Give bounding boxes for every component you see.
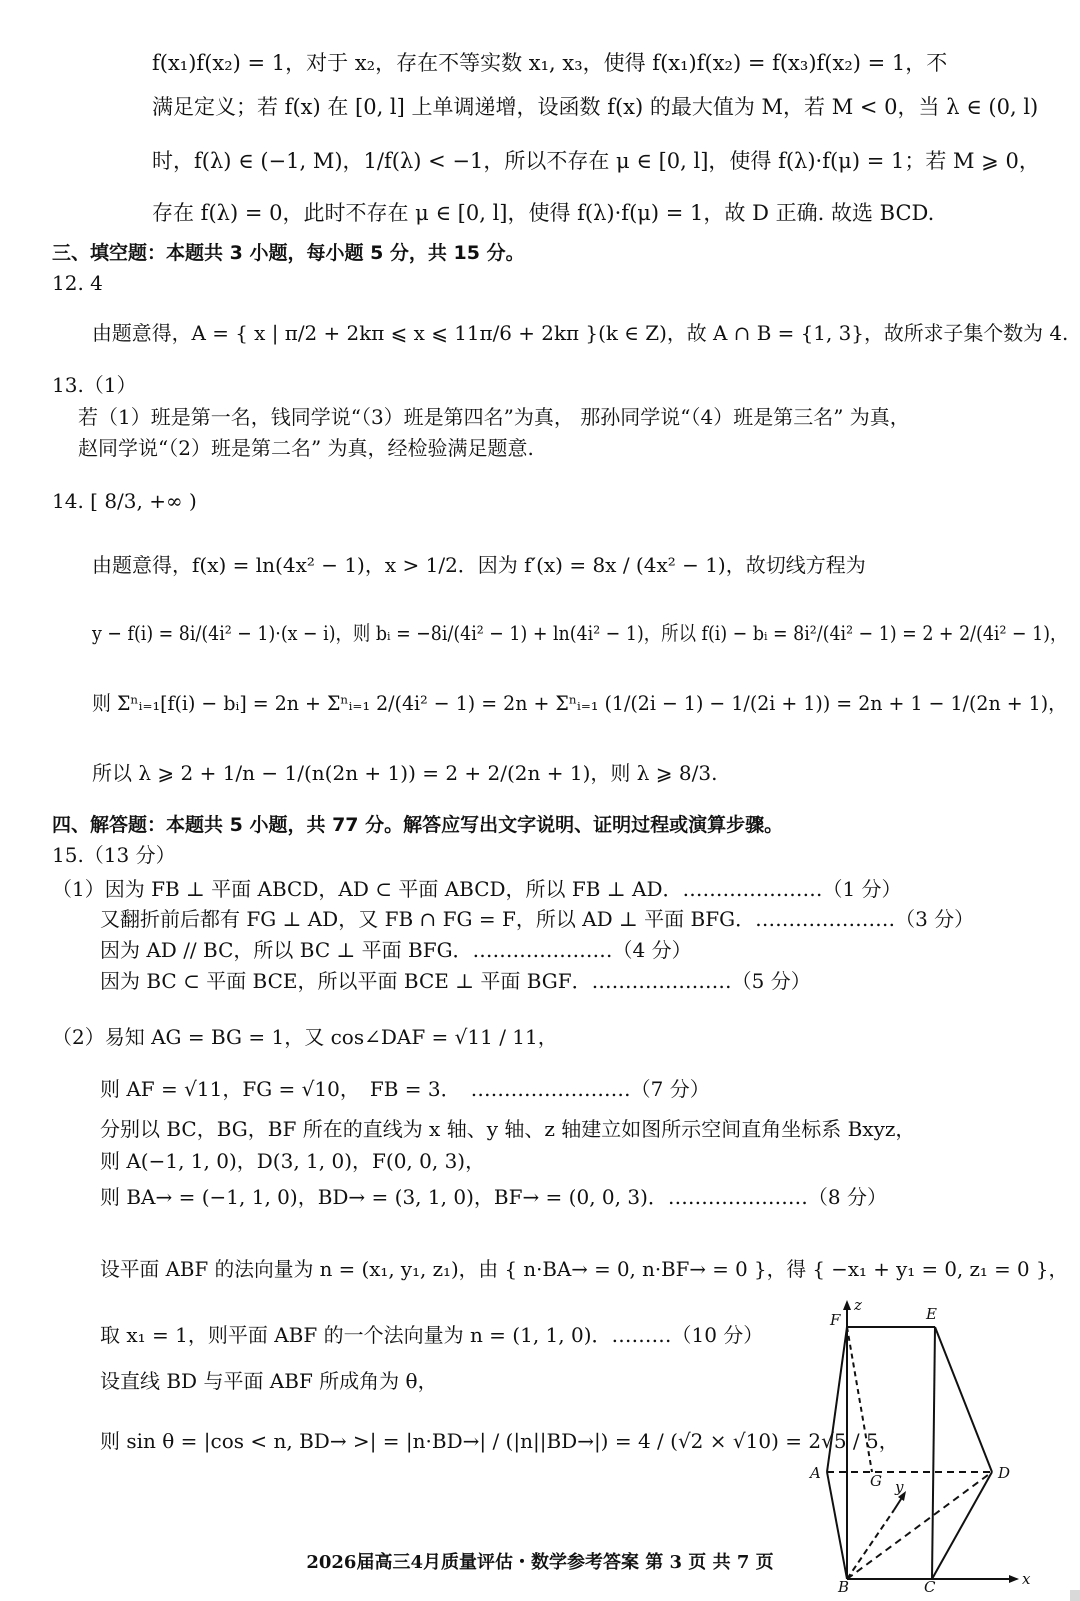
x-arrow: [1009, 1575, 1019, 1583]
text-line: 因为 BC ⊂ 平面 BCE，所以平面 BCE ⊥ 平面 BGF．…………………（5 分）: [100, 969, 811, 993]
section-heading: 三、填空题：本题共 3 小题，每小题 5 分，共 15 分。: [52, 242, 525, 264]
label-y: y: [895, 1478, 904, 1496]
text-line: 因为 AD // BC，所以 BC ⊥ 平面 BFG．…………………（4 分）: [100, 938, 692, 962]
text-line: 分别以 BC，BG，BF 所在的直线为 x 轴、y 轴、z 轴建立如图所示空间直角坐标系 Bxyz，: [100, 1117, 916, 1141]
text-line: 所以 λ ⩾ 2 + 1/n − 1/(n(2n + 1)) = 2 + 2/(2n + 1)，则 λ ⩾ 8/3.: [92, 761, 718, 785]
text-line: 则 Σⁿᵢ₌₁[f(i) − bᵢ] = 2n + Σⁿᵢ₌₁ 2/(4i² − 1) = 2n + Σⁿᵢ₌₁ (1/(2i − 1) − 1/(2i + 1)) = 2n + 1 − 1/(2n + 1)，: [92, 691, 1068, 715]
text-line: 由题意得，f(x) = ln(4x² − 1)，x > 1/2．因为 f′(x) = 8x / (4x² − 1)，故切线方程为: [92, 553, 866, 577]
text-line: f(x₁)f(x₂) = 1，对于 x₂，存在不等实数 x₁, x₃，使得 f(x₁)f(x₂) = f(x₃)f(x₂) = 1，不: [152, 51, 948, 75]
text-line: 设直线 BD 与平面 ABF 所成角为 θ，: [100, 1369, 438, 1393]
z-arrow: [843, 1300, 851, 1310]
question-number: 12. 4: [52, 271, 103, 295]
text-line: 则 AF = √11，FG = √10， FB = 3． ……………………（7 分）: [100, 1077, 710, 1101]
question-number: 13.（1）: [52, 373, 137, 397]
label-f: F: [830, 1311, 841, 1329]
text-line: 又翻折前后都有 FG ⊥ AD，又 FB ∩ FG = F，所以 AD ⊥ 平面 BFG．…………………（3 分）: [100, 907, 975, 931]
edge-ec: [932, 1327, 935, 1579]
text-line: （1）因为 FB ⊥ 平面 ABCD，AD ⊂ 平面 ABCD，所以 FB ⊥ AD．…………………（1 分）: [52, 877, 902, 901]
text-line: （2）易知 AG = BG = 1，又 cos∠DAF = √11 / 11，: [52, 1025, 558, 1049]
text-line: 设平面 ABF 的法向量为 n = (x₁, y₁, z₁)，由 { n·BA→ = 0, n·BF→ = 0 }，得 { −x₁ + y₁ = 0, z₁ = 0 }，: [100, 1257, 1069, 1281]
label-b: B: [838, 1578, 850, 1592]
section-heading: 四、解答题：本题共 5 小题，共 77 分。解答应写出文字说明、证明过程或演算步骤。: [52, 814, 784, 836]
label-d: D: [998, 1464, 1011, 1482]
edge-ed: [935, 1327, 992, 1472]
label-a: A: [810, 1464, 821, 1482]
text-line: 时，f(λ) ∈ (−1, M)，1/f(λ) < −1，所以不存在 μ ∈ [0, l]，使得 f(λ)·f(μ) = 1；若 M ⩾ 0，: [152, 149, 1040, 173]
text-line: 则 A(−1, 1, 0)，D(3, 1, 0)，F(0, 0, 3)，: [100, 1149, 486, 1173]
page-corner: [1070, 1590, 1080, 1601]
text-line: 则 BA→ = (−1, 1, 0)，BD→ = (3, 1, 0)，BF→ = (0, 0, 3)．…………………（8 分）: [100, 1185, 887, 1209]
question-number: 15.（13 分）: [52, 843, 176, 867]
edge-fa: [827, 1327, 847, 1472]
text-line: 满足定义；若 f(x) 在 [0, l] 上单调递增，设函数 f(x) 的最大值为 M，若 M < 0，当 λ ∈ (0, l): [152, 95, 1039, 119]
text-line: 若（1）班是第一名，钱同学说“（3）班是第四名”为真， 那孙同学说“（4）班是第三名” 为真，: [78, 405, 910, 429]
label-e: E: [926, 1305, 937, 1323]
label-z: z: [854, 1296, 862, 1314]
label-g: G: [870, 1472, 882, 1490]
label-c: C: [924, 1578, 936, 1592]
text-line: 取 x₁ = 1，则平面 ABF 的一个法向量为 n = (1, 1, 0)．………（10 分）: [100, 1323, 764, 1347]
edge-fg: [847, 1327, 872, 1472]
coordinate-figure: [800, 1292, 1040, 1592]
text-line: 由题意得，A = { x | π/2 + 2kπ ⩽ x ⩽ 11π/6 + 2kπ }(k ∈ Z)，故 A ∩ B = {1, 3}，故所求子集个数为 4.: [92, 321, 1069, 345]
label-x: x: [1022, 1570, 1031, 1588]
text-line: 赵同学说“（2）班是第二名” 为真，经检验满足题意.: [78, 436, 534, 460]
text-line: y − f(i) = 8i/(4i² − 1)·(x − i)，则 bᵢ = −8i/(4i² − 1) + ln(4i² − 1)，所以 f(i) − bᵢ = 8i²/(4i² − 1) = 2 + 2/(4i² − 1)，: [92, 621, 1068, 645]
text-line: 则 sin θ = |cos < n, BD→ >| = |n·BD→| / (|n||BD→|) = 4 / (√2 × √10) = 2√5 / 5，: [100, 1429, 899, 1453]
text-line: 存在 f(λ) = 0，此时不存在 μ ∈ [0, l]，使得 f(λ)·f(μ) = 1，故 D 正确. 故选 BCD.: [152, 201, 935, 225]
question-number: 14. [ 8/3, +∞ ): [52, 489, 197, 513]
page-footer: 2026届高三4月质量评估・数学参考答案 第 3 页 共 7 页: [306, 1552, 774, 1573]
